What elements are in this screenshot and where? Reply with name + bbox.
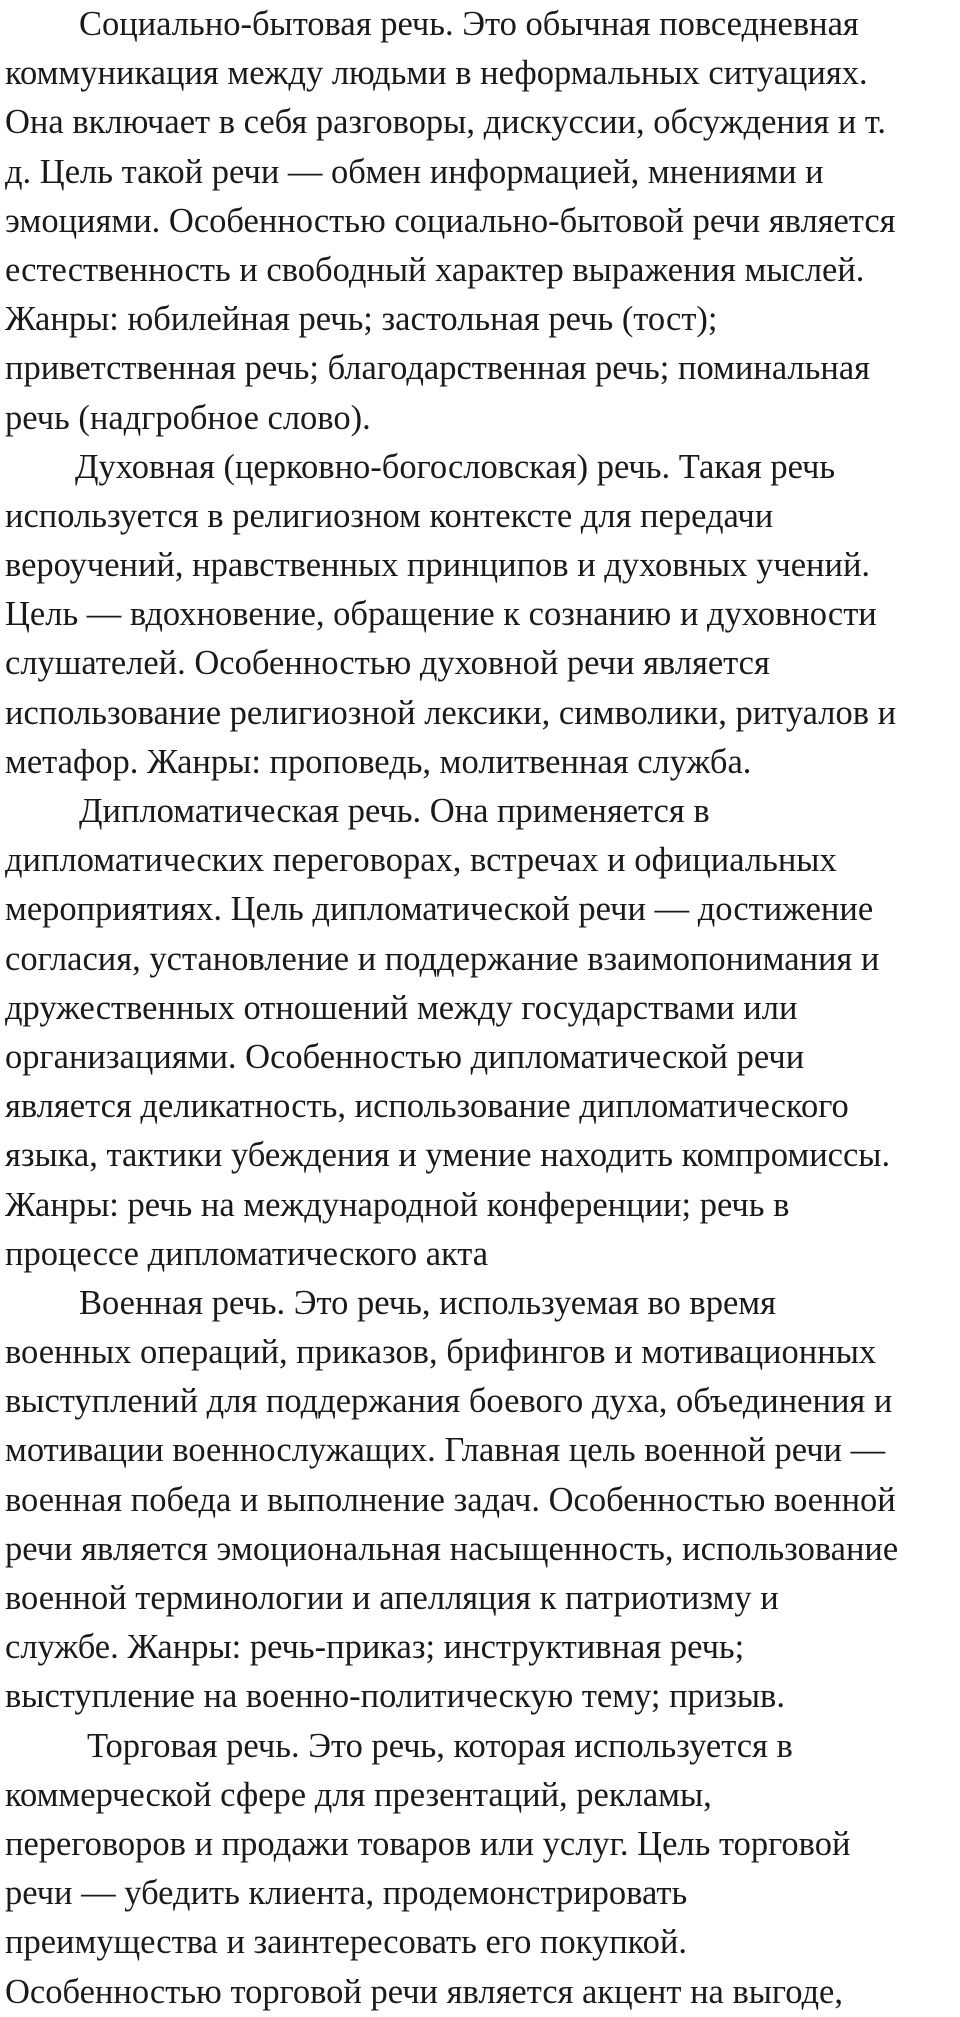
text-line: речи — убедить клиента, продемонстрировать [5,1874,688,1913]
text-line: военных операций, приказов, брифингов и мотивационных [5,1333,877,1372]
text-line: использование религиозной лексики, символики, ритуалов и [5,693,897,732]
paragraph-social-speech [5,0,960,443]
text-line: приветственная речь; благодарственная речь; поминальная [5,349,871,388]
text-line: является деликатность, использование дипломатического [5,1087,849,1126]
text-line: выступление на военно-политическую тему; призыв. [5,1677,785,1716]
text-line: мероприятиях. Цель дипломатической речи — достижение [5,890,874,929]
text-line: языка, тактики убеждения и умение находить компромиссы. [5,1136,891,1175]
text-line: мотивации военнослужащих. Главная цель военной речи — [5,1431,886,1470]
text-line: Цель — вдохновение, обращение к сознанию и духовности [5,595,877,634]
text-line: коммерческой сфере для презентаций, рекламы, [5,1775,712,1814]
text-line: выступлений для поддержания боевого духа, объединения и [5,1382,893,1421]
text-line: речи является эмоциональная насыщенность, использование [5,1529,899,1568]
paragraph-trade-speech [5,1722,960,2017]
text-line: Военная речь. Это речь, используемая во время [79,1283,776,1322]
paragraph-military-speech [5,1279,960,1722]
text-line: службе. Жанры: речь-приказ; инструктивная речь; [5,1628,745,1667]
text-line: слушателей. Особенностью духовной речи является [5,644,770,683]
text-line: используется в религиозном контексте для передачи [5,496,774,535]
text-line: Жанры: юбилейная речь; застольная речь (тост); [5,300,718,339]
text-line: организациями. Особенностью дипломатической речи [5,1037,805,1076]
text-line: Социально-бытовая речь. Это обычная повседневная [79,5,859,43]
text-line: переговоров и продажи товаров или услуг. Цель торговой [5,1824,851,1863]
text-line: преимущества и заинтересовать его покупкой. [5,1923,688,1962]
text-line: естественность и свободный характер выражения мыслей. [5,250,865,289]
text-line: согласия, установление и поддержание взаимопонимания и [5,939,880,978]
paragraph-spiritual-speech [5,443,960,787]
text-line: Жанры: речь на международной конференции; речь в [5,1185,790,1224]
text-line: процессе дипломатического акта [5,1234,489,1273]
text-line: дипломатических переговорах, встречах и официальных [5,841,837,880]
text-line: Духовная (церковно-богословская) речь. Такая речь [75,447,836,486]
text-line: Дипломатическая речь. Она применяется в [79,792,710,830]
text-line: Торговая речь. Это речь, которая используется в [87,1726,793,1765]
text-line: речь (надгробное слово). [5,398,371,437]
text-line: Она включает в себя разговоры, дискуссии, обсуждения и т. [5,103,887,142]
text-line: дружественных отношений между государствами или [5,988,798,1027]
text-line: д. Цель такой речи — обмен информацией, мнениями и [5,152,824,191]
text-line: эмоциями. Особенностью социально-бытовой речи является [5,201,896,240]
paragraph-diplomatic-speech [5,787,960,1279]
text-line: Особенностью торговой речи является акцент на выгоде, [5,1972,843,2011]
text-line: военная победа и выполнение задач. Особенностью военной [5,1480,896,1519]
text-line: метафор. Жанры: проповедь, молитвенная служба. [5,742,752,781]
text-line: вероучений, нравственных принципов и духовных учений. [5,546,871,585]
text-line: военной терминологии и апелляция к патриотизму и [5,1579,779,1617]
text-line: коммуникация между людьми в неформальных ситуациях. [5,54,868,93]
